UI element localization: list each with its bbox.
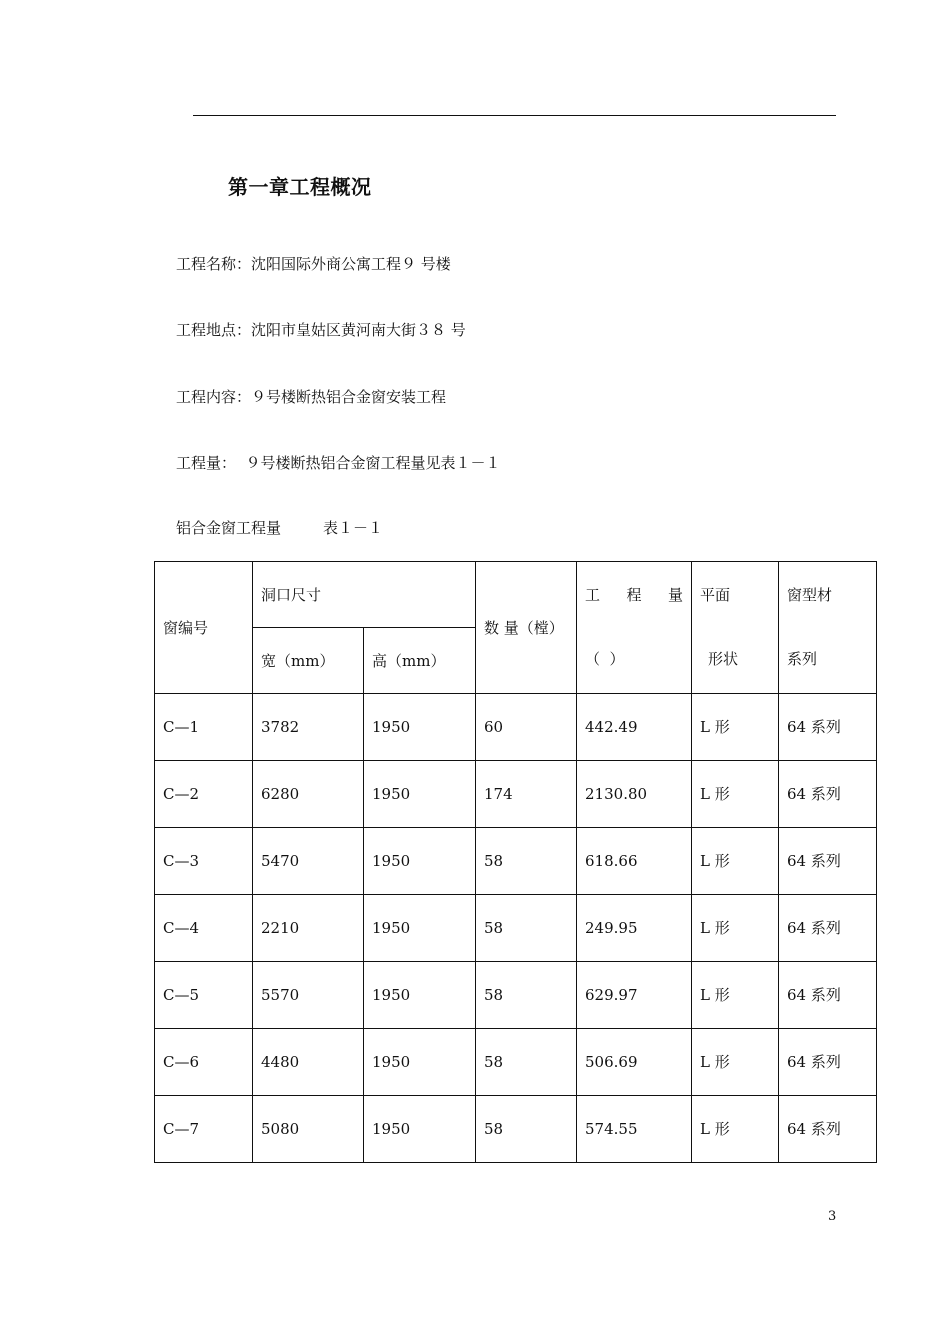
- cell-window-no: C—5: [155, 962, 253, 1029]
- header-count: 数 量（樘）: [476, 562, 577, 694]
- cell-count: 58: [476, 895, 577, 962]
- window-quantity-table: [154, 561, 877, 1163]
- cell-count: 58: [476, 1096, 577, 1163]
- cell-width: 2210: [253, 895, 364, 962]
- header-opening-size: 洞口尺寸: [253, 562, 476, 628]
- work-quantity-unit: （ ）: [585, 650, 625, 668]
- cell-plan-shape: L 形: [692, 1096, 779, 1163]
- cell-count: 58: [476, 1029, 577, 1096]
- cell-work-quantity: 574.55: [577, 1096, 692, 1163]
- cell-profile-series: 64 系列: [779, 962, 877, 1029]
- chapter-title: 第一章工程概况: [228, 175, 372, 199]
- profile-top: 窗型材: [787, 586, 833, 604]
- cell-count: 174: [476, 761, 577, 828]
- cell-width: 5570: [253, 962, 364, 1029]
- table-row: [155, 1096, 877, 1163]
- cell-count: 58: [476, 962, 577, 1029]
- work-quantity-char: 程: [626, 586, 642, 604]
- cell-window-no: C—7: [155, 1096, 253, 1163]
- page-number: 3: [828, 1209, 837, 1224]
- cell-plan-shape: L 形: [692, 895, 779, 962]
- cell-plan-shape: L 形: [692, 1029, 779, 1096]
- cell-profile-series: 64 系列: [779, 895, 877, 962]
- cell-height: 1950: [364, 694, 476, 761]
- cell-width: 3782: [253, 694, 364, 761]
- cell-work-quantity: 618.66: [577, 828, 692, 895]
- header-work-quantity: [577, 562, 692, 694]
- cell-height: 1950: [364, 895, 476, 962]
- cell-plan-shape: L 形: [692, 761, 779, 828]
- cell-profile-series: 64 系列: [779, 1029, 877, 1096]
- cell-profile-series: 64 系列: [779, 694, 877, 761]
- cell-width: 6280: [253, 761, 364, 828]
- project-quantity: 工程量： ９号楼断热铝合金窗工程量见表１－１: [176, 454, 501, 472]
- work-quantity-char: 工: [585, 586, 601, 604]
- plan-shape-bottom: 形状: [708, 650, 739, 668]
- cell-window-no: C—1: [155, 694, 253, 761]
- cell-width: 4480: [253, 1029, 364, 1096]
- cell-width: 5080: [253, 1096, 364, 1163]
- cell-width: 5470: [253, 828, 364, 895]
- table-caption-number: 表１－１: [323, 519, 384, 537]
- cell-work-quantity: 442.49: [577, 694, 692, 761]
- profile-bottom: 系列: [787, 650, 818, 668]
- table-row: [155, 694, 877, 761]
- cell-count: 60: [476, 694, 577, 761]
- header-window-no: 窗编号: [155, 562, 253, 694]
- cell-work-quantity: 249.95: [577, 895, 692, 962]
- header-plan-shape: [692, 562, 779, 694]
- table-row: [155, 1029, 877, 1096]
- cell-plan-shape: L 形: [692, 828, 779, 895]
- header-width: 宽（mm）: [253, 628, 364, 694]
- cell-height: 1950: [364, 1029, 476, 1096]
- table-caption: [176, 517, 383, 538]
- cell-work-quantity: 2130.80: [577, 761, 692, 828]
- project-location: 工程地点：沈阳市皇姑区黄河南大街３８ 号: [176, 321, 466, 339]
- work-quantity-label: [585, 586, 683, 604]
- cell-profile-series: 64 系列: [779, 761, 877, 828]
- cell-height: 1950: [364, 761, 476, 828]
- plan-shape-top: 平面: [700, 586, 731, 604]
- cell-height: 1950: [364, 828, 476, 895]
- project-name: 工程名称：沈阳国际外商公寓工程９ 号楼: [176, 255, 451, 273]
- cell-profile-series: 64 系列: [779, 828, 877, 895]
- cell-work-quantity: 506.69: [577, 1029, 692, 1096]
- work-quantity-char: 量: [667, 586, 683, 604]
- cell-plan-shape: L 形: [692, 694, 779, 761]
- table-row: [155, 895, 877, 962]
- table-row: [155, 761, 877, 828]
- project-content: 工程内容：９号楼断热铝合金窗安装工程: [176, 388, 447, 406]
- cell-count: 58: [476, 828, 577, 895]
- cell-window-no: C—4: [155, 895, 253, 962]
- cell-profile-series: 64 系列: [779, 1096, 877, 1163]
- cell-height: 1950: [364, 1096, 476, 1163]
- cell-height: 1950: [364, 962, 476, 1029]
- cell-window-no: C—3: [155, 828, 253, 895]
- header-profile-series: [779, 562, 877, 694]
- header-height: 高（mm）: [364, 628, 476, 694]
- header-rule: [193, 115, 836, 116]
- cell-window-no: C—6: [155, 1029, 253, 1096]
- table-row: [155, 962, 877, 1029]
- cell-window-no: C—2: [155, 761, 253, 828]
- cell-plan-shape: L 形: [692, 962, 779, 1029]
- table-caption-name: 铝合金窗工程量: [176, 519, 282, 537]
- table-row: [155, 828, 877, 895]
- cell-work-quantity: 629.97: [577, 962, 692, 1029]
